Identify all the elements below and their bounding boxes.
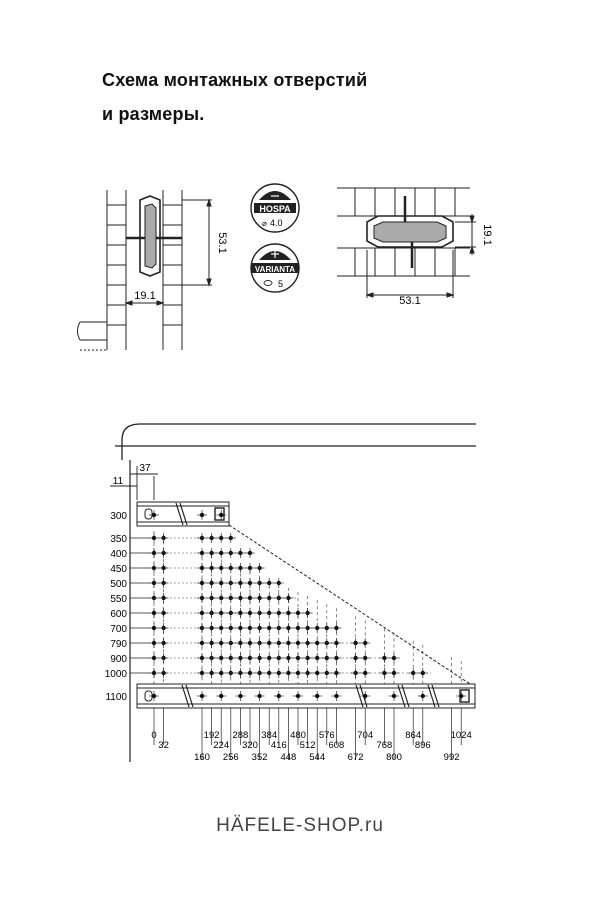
rail-300: [137, 502, 229, 526]
position-label: 256: [222, 752, 239, 763]
heading-line-2: и размеры.: [102, 104, 205, 124]
length-label: 1100: [105, 692, 127, 703]
position-label: 544: [309, 752, 326, 763]
position-label: 352: [251, 752, 268, 763]
length-label: 450: [110, 564, 127, 575]
length-label: 500: [110, 579, 127, 590]
length-label: 350: [110, 534, 127, 545]
varianta-brand: VARIANTA: [254, 265, 296, 274]
position-labels: [151, 730, 471, 763]
position-label: 768: [376, 740, 393, 751]
position-label: 576: [318, 730, 335, 741]
position-label: 160: [194, 752, 210, 763]
footer-brand: HÄFELE-SHOP.ru: [216, 815, 384, 836]
screw-badge-hospa: [251, 184, 299, 232]
position-label: 288: [232, 730, 249, 741]
position-label: 0: [151, 730, 157, 741]
length-label: 1000: [104, 669, 127, 680]
length-label: 700: [110, 624, 127, 635]
right-dim-height-label: 19.1: [481, 224, 493, 246]
position-label: 192: [203, 730, 220, 741]
position-label: 448: [280, 752, 297, 763]
position-label: 512: [299, 740, 316, 751]
length-labels: [105, 511, 150, 703]
length-label: 790: [110, 639, 127, 650]
position-label: 224: [213, 740, 230, 751]
hospa-brand: HOSPA: [259, 204, 291, 214]
heading-line-1: Схема монтажных отверстий: [102, 70, 368, 90]
dim-width-label: 19.1: [134, 290, 156, 302]
position-label: 864: [405, 730, 422, 741]
position-label: 704: [357, 730, 374, 741]
length-label: 400: [110, 549, 127, 560]
position-label: 480: [290, 730, 306, 741]
svg-text:⌀: ⌀: [262, 219, 267, 228]
hospa-size: 4.0: [270, 218, 283, 228]
right-dim-width-label: 53.1: [399, 295, 421, 307]
position-label: 800: [386, 752, 402, 763]
offset-11: 11: [112, 476, 124, 487]
position-label: 1024: [450, 730, 472, 741]
position-label: 320: [242, 740, 258, 751]
side-mount-diagram: [78, 190, 213, 350]
position-label: 608: [328, 740, 345, 751]
position-label: 416: [270, 740, 287, 751]
varianta-size: 5: [278, 279, 284, 289]
length-label: 300: [110, 511, 127, 522]
screw-badge-varianta: [251, 244, 299, 292]
position-label: 672: [347, 752, 364, 763]
position-label: 896: [414, 740, 431, 751]
position-label: 384: [261, 730, 278, 741]
length-label: 550: [110, 594, 127, 605]
hole-markers: [149, 510, 466, 701]
bottom-mount-diagram: [337, 188, 476, 298]
length-label: 900: [110, 654, 127, 665]
position-label: 992: [443, 752, 460, 763]
cabinet-outline: [112, 424, 476, 762]
diagonal-boundary: [229, 525, 470, 684]
dim-height-label: 53.1: [216, 232, 228, 254]
offset-37: 37: [139, 463, 151, 474]
length-label: 600: [110, 609, 127, 620]
position-label: 32: [158, 740, 169, 751]
